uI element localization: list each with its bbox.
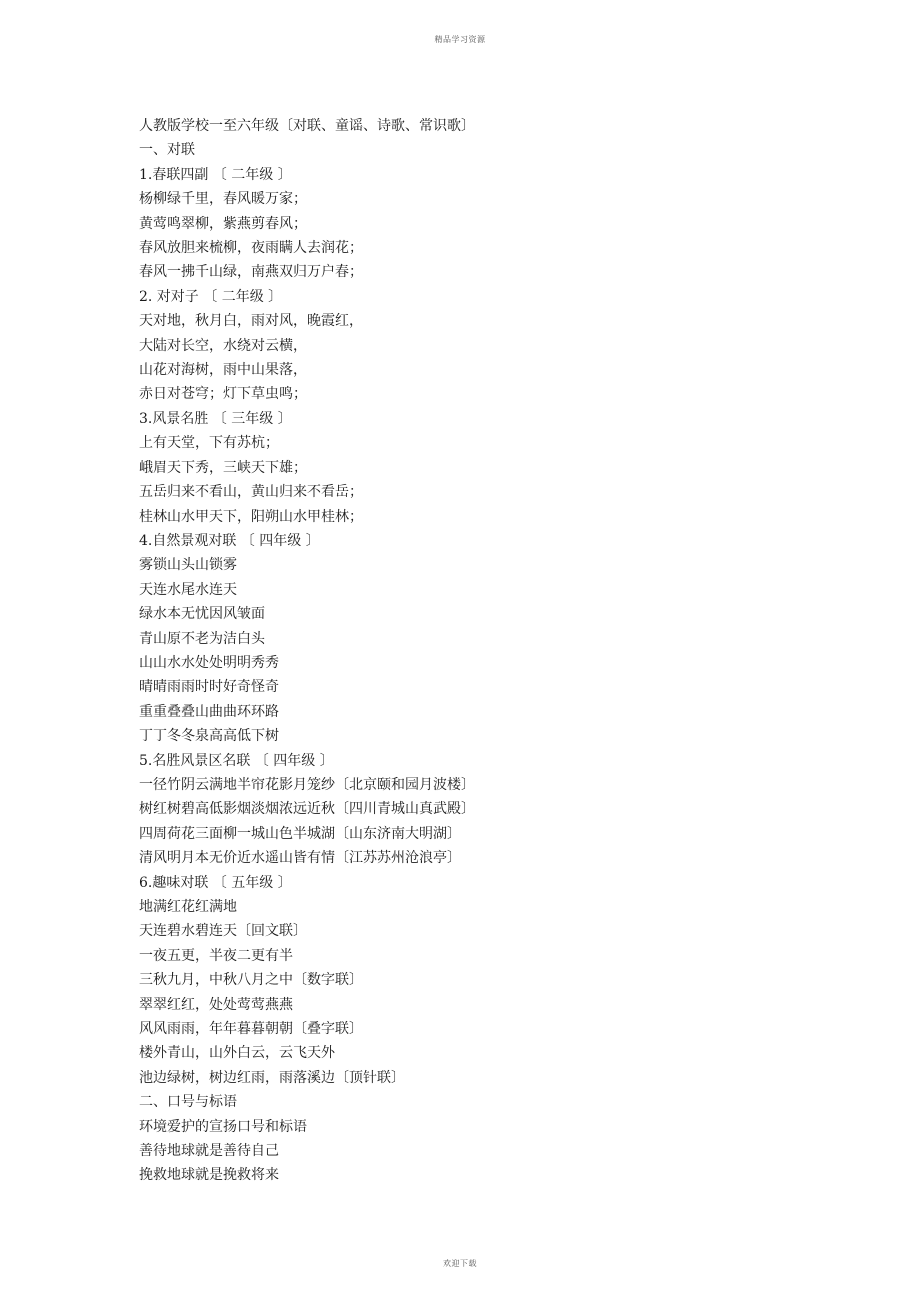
text-line: 桂林山水甲天下，阳朔山水甲桂林；: [139, 508, 363, 525]
page-header: 精品学习资源: [434, 35, 486, 44]
text-line: 挽救地球就是挽救将来: [139, 1167, 279, 1184]
text-line: 翠翠红红，处处莺莺燕燕: [139, 996, 293, 1013]
text-line: 五岳归来不看山，黄山归来不看岳；: [139, 484, 363, 501]
text-line: 一夜五更，半夜二更有半: [139, 947, 293, 964]
subsection-heading: 4.自然景观对联 〔 四年级 〕: [139, 532, 320, 549]
text-line: 峨眉天下秀，三峡天下雄；: [139, 459, 307, 476]
text-line: 春风一拂千山绿，南燕双归万户春；: [139, 264, 363, 281]
text-line: 晴晴雨雨时时好奇怪奇: [139, 679, 279, 696]
subsection-heading: 6.趣味对联 〔 五年级 〕: [139, 874, 292, 891]
text-line: 树红树碧高低影烟淡烟浓远近秋〔四川青城山真武殿〕: [139, 801, 475, 818]
text-line: 山花对海树，雨中山果落，: [139, 362, 307, 379]
text-line: 山山水水处处明明秀秀: [139, 654, 279, 671]
text-line: 善待地球就是善待自己: [139, 1143, 279, 1160]
document-title: 人教版学校一至六年级〔对联、童谣、诗歌、常识歌〕: [139, 118, 475, 134]
subsection-heading: 3.风景名胜 〔 三年级 〕: [139, 410, 292, 427]
text-line: 风风雨雨，年年暮暮朝朝〔叠字联〕: [139, 1021, 363, 1038]
subsection-heading: 1.春联四副 〔 二年级 〕: [139, 166, 292, 183]
text-line: 赤日对苍穹；灯下草虫鸣；: [139, 386, 307, 403]
text-line: 丁丁冬冬泉高高低下树: [139, 728, 279, 745]
text-line: 四周荷花三面柳一城山色半城湖〔山东济南大明湖〕: [139, 825, 461, 842]
text-line: 雾锁山头山锁雾: [139, 557, 237, 574]
text-line: 重重叠叠山曲曲环环路: [139, 703, 279, 720]
document-body: [139, 114, 839, 1188]
text-line: 青山原不老为洁白头: [139, 630, 265, 647]
text-line: 黄莺鸣翠柳，紫燕剪春风；: [139, 215, 307, 232]
section-heading: 二、口号与标语: [139, 1094, 237, 1111]
text-line: 环境爱护的宣扬口号和标语: [139, 1118, 307, 1135]
text-line: 三秋九月，中秋八月之中〔数字联〕: [139, 972, 363, 989]
text-line: 杨柳绿千里，春风暖万家；: [139, 191, 307, 208]
page-footer: 欢迎下载: [443, 1259, 477, 1268]
text-line: 池边绿树，树边红雨，雨落溪边〔顶针联〕: [139, 1069, 405, 1086]
text-line: 天连水尾水连天: [139, 581, 237, 598]
subsection-heading: 2. 对对子 〔 二年级 〕: [139, 288, 283, 305]
subsection-heading: 5.名胜风景区名联 〔 四年级 〕: [139, 752, 334, 769]
text-line: 天对地，秋月白，雨对风，晚霞红，: [139, 313, 363, 330]
text-line: 上有天堂，下有苏杭；: [139, 435, 279, 452]
text-line: 大陆对长空，水绕对云横，: [139, 337, 307, 354]
text-line: 天连碧水碧连天〔回文联〕: [139, 923, 307, 940]
text-line: 楼外青山，山外白云，云飞天外: [139, 1045, 335, 1062]
text-line: 一径竹阴云满地半帘花影月笼纱〔北京颐和园月波楼〕: [139, 776, 475, 793]
text-line: 春风放胆来梳柳，夜雨瞒人去润花；: [139, 240, 363, 257]
text-line: 地满红花红满地: [139, 899, 237, 915]
section-heading: 一、对联: [139, 142, 195, 159]
text-line: 绿水本无忧因风皱面: [139, 606, 265, 623]
text-line: 清风明月本无价近水遥山皆有情〔江苏苏州沧浪亭〕: [139, 850, 461, 867]
